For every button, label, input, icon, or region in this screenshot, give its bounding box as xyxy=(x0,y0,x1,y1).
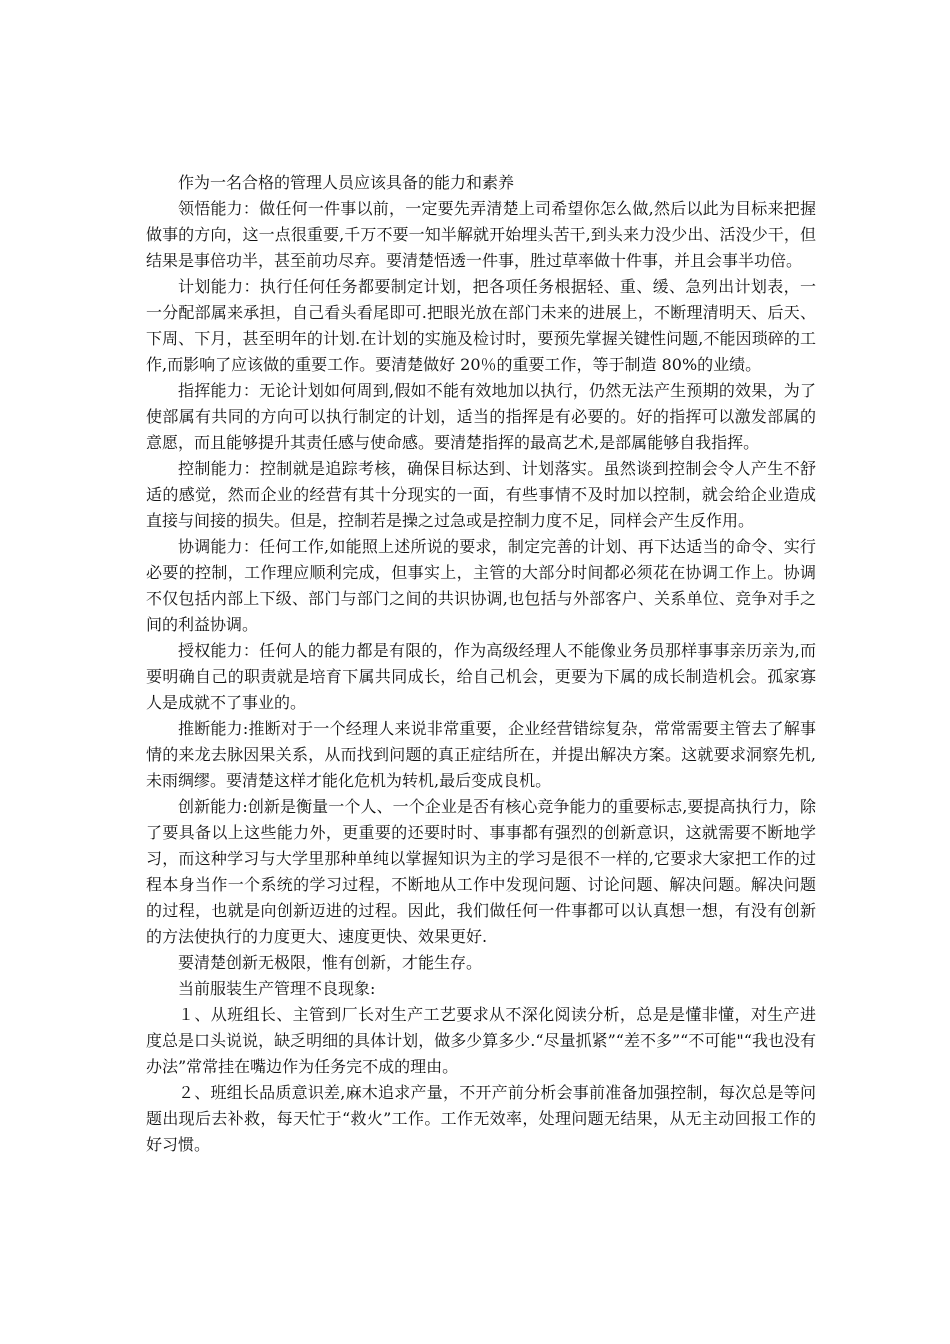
document-body xyxy=(146,170,816,1158)
paragraph-planning: 计划能力：执行任何任务都要制定计划，把各项任务根据轻、重、缓、急列出计划表，一一分配部属来承担，自己看头看尾即可.把眼光放在部门未来的进展上，不断理清明天、后天、下周、下月，甚至明年的计划.在计划的实施及检讨时，要预先掌握关键性问题,不能因琐碎的工作,而影响了应该做的重要工作。要清楚做好 20％的重要工作，等于制造 80%的业绩。 xyxy=(146,277,816,374)
paragraph-coordination: 协调能力：任何工作,如能照上述所说的要求，制定完善的计划、再下达适当的命令、实行必要的控制，工作理应顺利完成，但事实上，主管的大部分时间都必须花在协调工作上。协调不仅包括内部上下级、部门与部门之间的共识协调,也包括与外部客户、关系单位、竞争对手之间的利益协调。 xyxy=(146,537,816,634)
document-title: 作为一名合格的管理人员应该具备的能力和素养 xyxy=(178,173,515,192)
paragraph-innovation-summary: 要清楚创新无极限，惟有创新，才能生存。 xyxy=(178,953,483,972)
paragraph-comprehension: 领悟能力：做任何一件事以前，一定要先弄清楚上司希望你怎么做,然后以此为目标来把握做事的方向，这一点很重要,千万不要一知半解就开始埋头苦干,到头来力没少出、活没少干，但结果是事倍功半，甚至前功尽弃。要清楚悟透一件事，胜过草率做十件事，并且会事半功倍。 xyxy=(146,199,816,270)
paragraph-problem-1: １、从班组长、主管到厂长对生产工艺要求从不深化阅读分析，总是是懂非懂，对生产进度总是口头说说，缺乏明细的具体计划，做多少算多少.“尽量抓紧”“差不多”“不可能"“我也没有办法”常常挂在嘴边作为任务完不成的理由。 xyxy=(146,1005,816,1076)
paragraph-judgment: 推断能力:推断对于一个经理人来说非常重要，企业经营错综复杂，常常需要主管去了解事情的来龙去脉因果关系，从而找到问题的真正症结所在，并提出解决方案。这就要求洞察先机,未雨绸缪。要清楚这样才能化危机为转机,最后变成良机。 xyxy=(146,719,816,790)
paragraph-problem-2: ２、班组长品质意识差,麻木追求产量，不开产前分析会事前准备加强控制，每次总是等问题出现后去补救，每天忙于“救火”工作。工作无效率，处理问题无结果，从无主动回报工作的好习惯。 xyxy=(146,1083,816,1154)
paragraph-command: 指挥能力：无论计划如何周到,假如不能有效地加以执行，仍然无法产生预期的效果，为了使部属有共同的方向可以执行制定的计划，适当的指挥是有必要的。好的指挥可以激发部属的意愿，而且能够提升其责任感与使命感。要清楚指挥的最高艺术,是部属能够自我指挥。 xyxy=(146,381,816,452)
paragraph-problems-heading: 当前服装生产管理不良现象: xyxy=(178,979,376,998)
paragraph-delegation: 授权能力：任何人的能力都是有限的，作为高级经理人不能像业务员那样事事亲历亲为,而要明确自己的职责就是培育下属共同成长，给自己机会，更要为下属的成长制造机会。孤家寡人是成就不了事业的。 xyxy=(146,641,816,712)
paragraph-innovation: 创新能力:创新是衡量一个人、一个企业是否有核心竞争能力的重要标志,要提高执行力，除了要具备以上这些能力外，更重要的还要时时、事事都有强烈的创新意识，这就需要不断地学习，而这种学习与大学里那种单纯以掌握知识为主的学习是很不一样的,它要求大家把工作的过程本身当作一个系统的学习过程，不断地从工作中发现问题、讨论问题、解决问题。解决问题的过程，也就是向创新迈进的过程。因此，我们做任何一件事都可以认真想一想，有没有创新的方法使执行的力度更大、速度更快、效果更好. xyxy=(146,797,816,946)
paragraph-control: 控制能力：控制就是追踪考核，确保目标达到、计划落实。虽然谈到控制会令人产生不舒适的感觉，然而企业的经营有其十分现实的一面，有些事情不及时加以控制，就会给企业造成直接与间接的损失。但是，控制若是操之过急或是控制力度不足，同样会产生反作用。 xyxy=(146,459,816,530)
